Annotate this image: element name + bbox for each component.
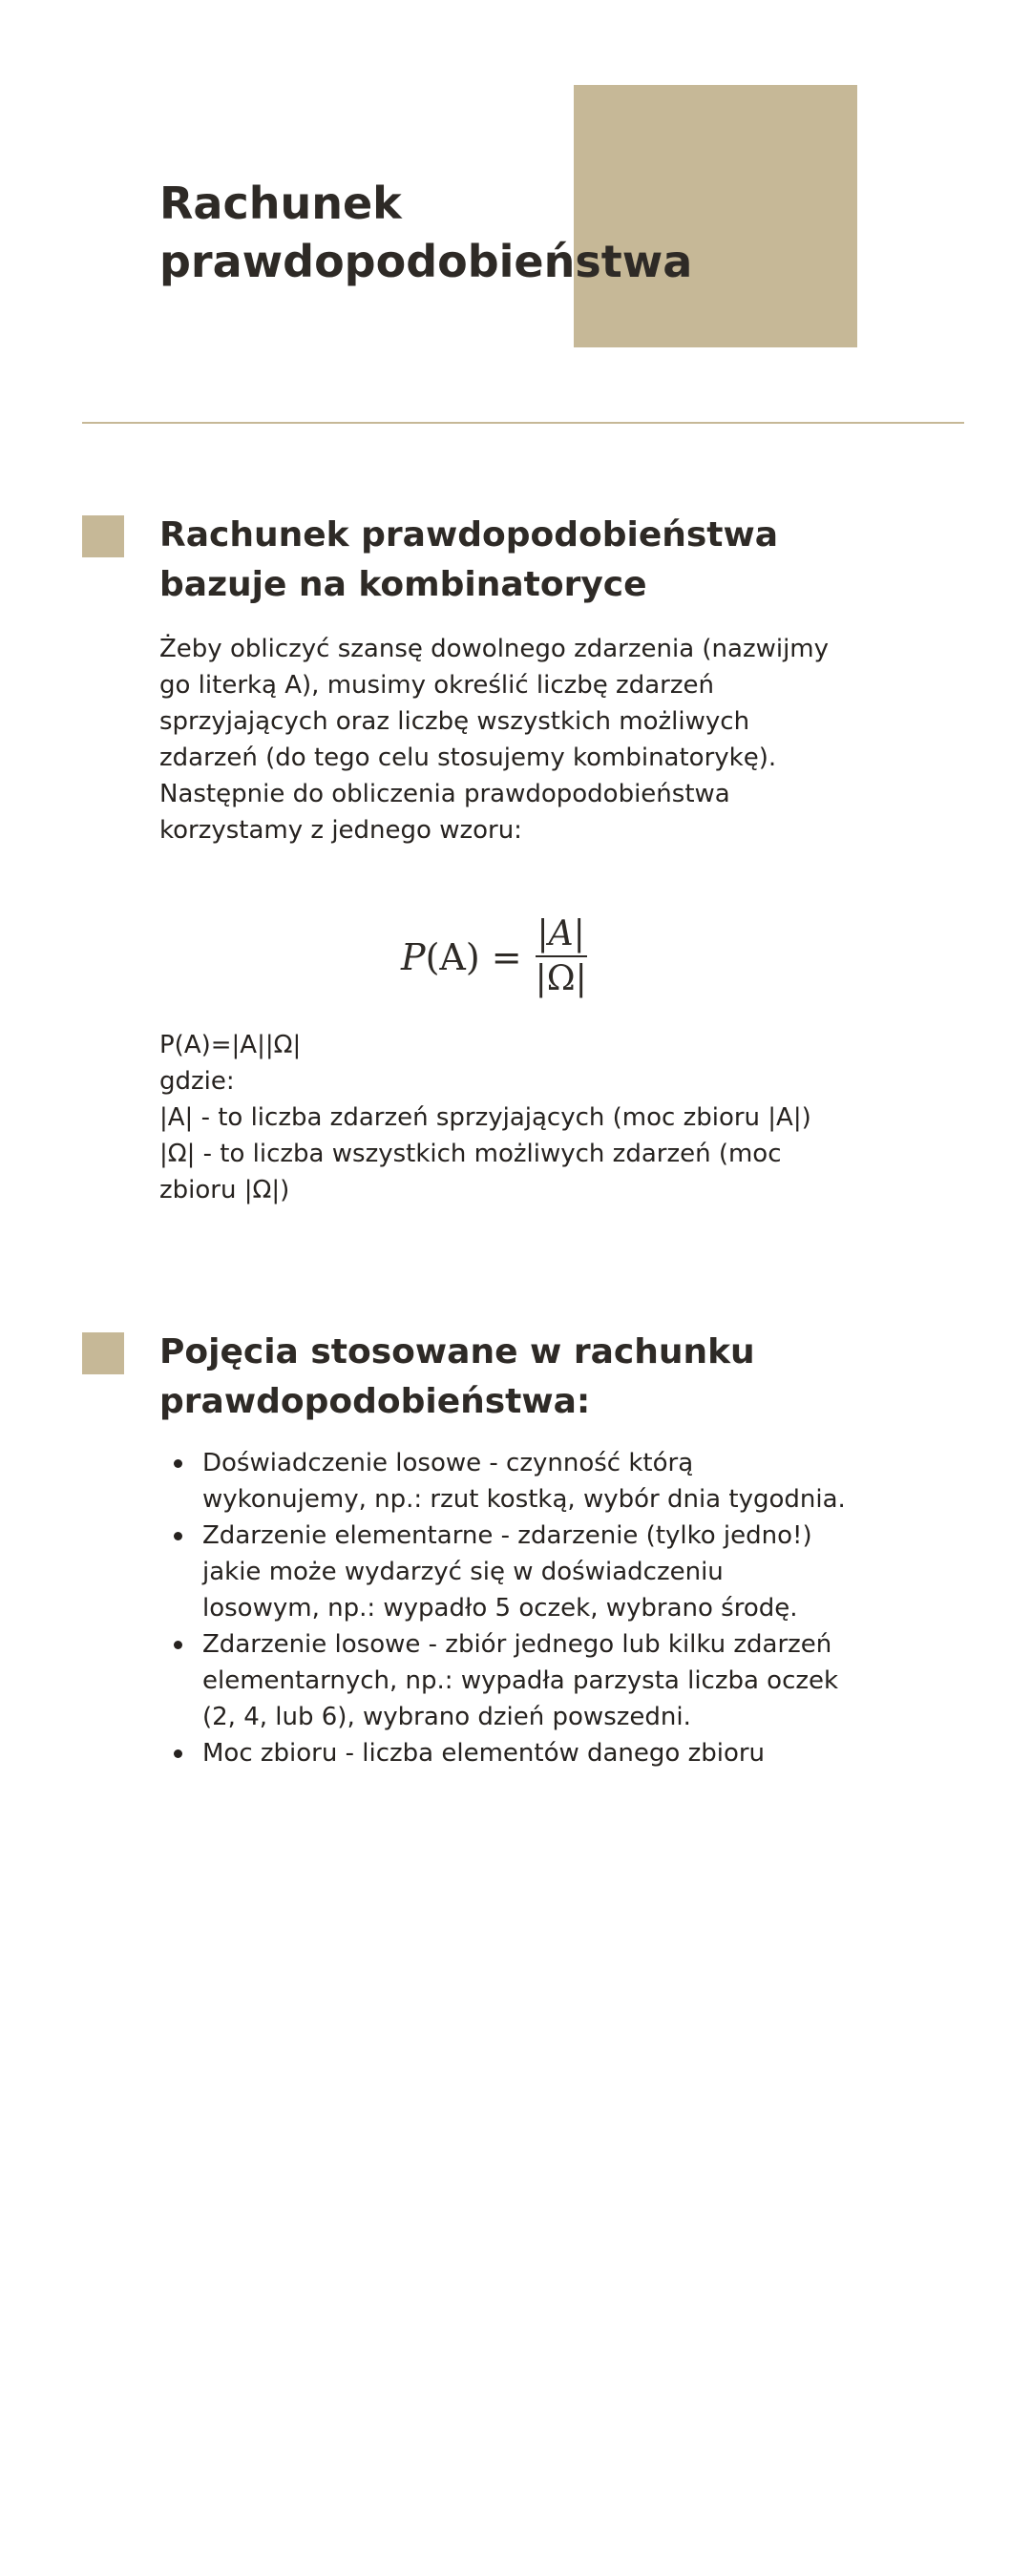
list-item-line: Doświadczenie losowe - czynność którą <box>202 1449 694 1477</box>
list-item-line: (2, 4, lub 6), wybrano dzień powszedni. <box>202 1703 691 1731</box>
section-heading-2-line2: prawdopodobieństwa: <box>159 1382 591 1421</box>
formula-fraction <box>536 913 587 1001</box>
intro-line: korzystamy z jednego wzoru: <box>159 816 522 845</box>
section-marker-1 <box>82 515 124 557</box>
formula-numerator: |A| <box>537 914 585 953</box>
list-item-line: wykonujemy, np.: rzut kostką, wybór dnia tygodnia. <box>202 1485 846 1514</box>
section-heading-1-line2: bazuje na kombinatoryce <box>159 565 647 604</box>
section-marker-2 <box>82 1332 124 1374</box>
probability-formula <box>401 905 592 1010</box>
formula-lhs-arg: (A) = <box>425 936 522 978</box>
list-item-line: Zdarzenie elementarne - zdarzenie (tylko jedno!) <box>202 1521 812 1550</box>
list-item <box>159 1735 914 1771</box>
explanation-line: P(A)=|A||Ω| <box>159 1031 302 1059</box>
section-1-explanation <box>159 1027 904 1208</box>
explanation-line: zbioru |Ω|) <box>159 1176 290 1204</box>
intro-line: zdarzeń (do tego celu stosujemy kombinatorykę). <box>159 743 777 772</box>
section-heading-2 <box>159 1328 942 1427</box>
explanation-line: |A| - to liczba zdarzeń sprzyjających (moc zbioru |A|) <box>159 1103 811 1132</box>
section-1-intro <box>159 631 904 848</box>
formula-lhs-p: P <box>401 936 426 978</box>
explanation-line: gdzie: <box>159 1067 235 1096</box>
list-item-line: Moc zbioru - liczba elementów danego zbioru <box>202 1739 766 1768</box>
formula-denominator: |Ω| <box>535 959 587 998</box>
formula-lhs <box>401 936 522 978</box>
list-item-line: losowym, np.: wypadło 5 oczek, wybrano środę. <box>202 1594 798 1623</box>
intro-line: Żeby obliczyć szansę dowolnego zdarzenia (nazwijmy <box>159 635 830 663</box>
page-title <box>159 175 923 291</box>
divider <box>82 422 964 424</box>
list-item-line: Zdarzenie losowe - zbiór jednego lub kilku zdarzeń <box>202 1630 832 1659</box>
section-heading-2-line1: Pojęcia stosowane w rachunku <box>159 1332 755 1372</box>
list-item-line: elementarnych, np.: wypadła parzysta liczba oczek <box>202 1666 839 1695</box>
explanation-line: |Ω| - to liczba wszystkich możliwych zdarzeń (moc <box>159 1140 782 1168</box>
concepts-list <box>159 1445 914 1771</box>
list-item <box>159 1626 914 1735</box>
list-item <box>159 1518 914 1626</box>
intro-line: sprzyjających oraz liczbę wszystkich możliwych <box>159 707 750 736</box>
intro-line: Następnie do obliczenia prawdopodobieństwa <box>159 780 730 808</box>
page-title-line1: Rachunek <box>159 178 402 229</box>
intro-line: go literką A), musimy określić liczbę zdarzeń <box>159 671 714 700</box>
section-heading-1 <box>159 511 942 610</box>
list-item <box>159 1445 914 1518</box>
section-heading-1-line1: Rachunek prawdopodobieństwa <box>159 515 779 555</box>
page-title-line2: prawdopodobieństwa <box>159 236 693 287</box>
list-item-line: jakie może wydarzyć się w doświadczeniu <box>202 1558 724 1586</box>
